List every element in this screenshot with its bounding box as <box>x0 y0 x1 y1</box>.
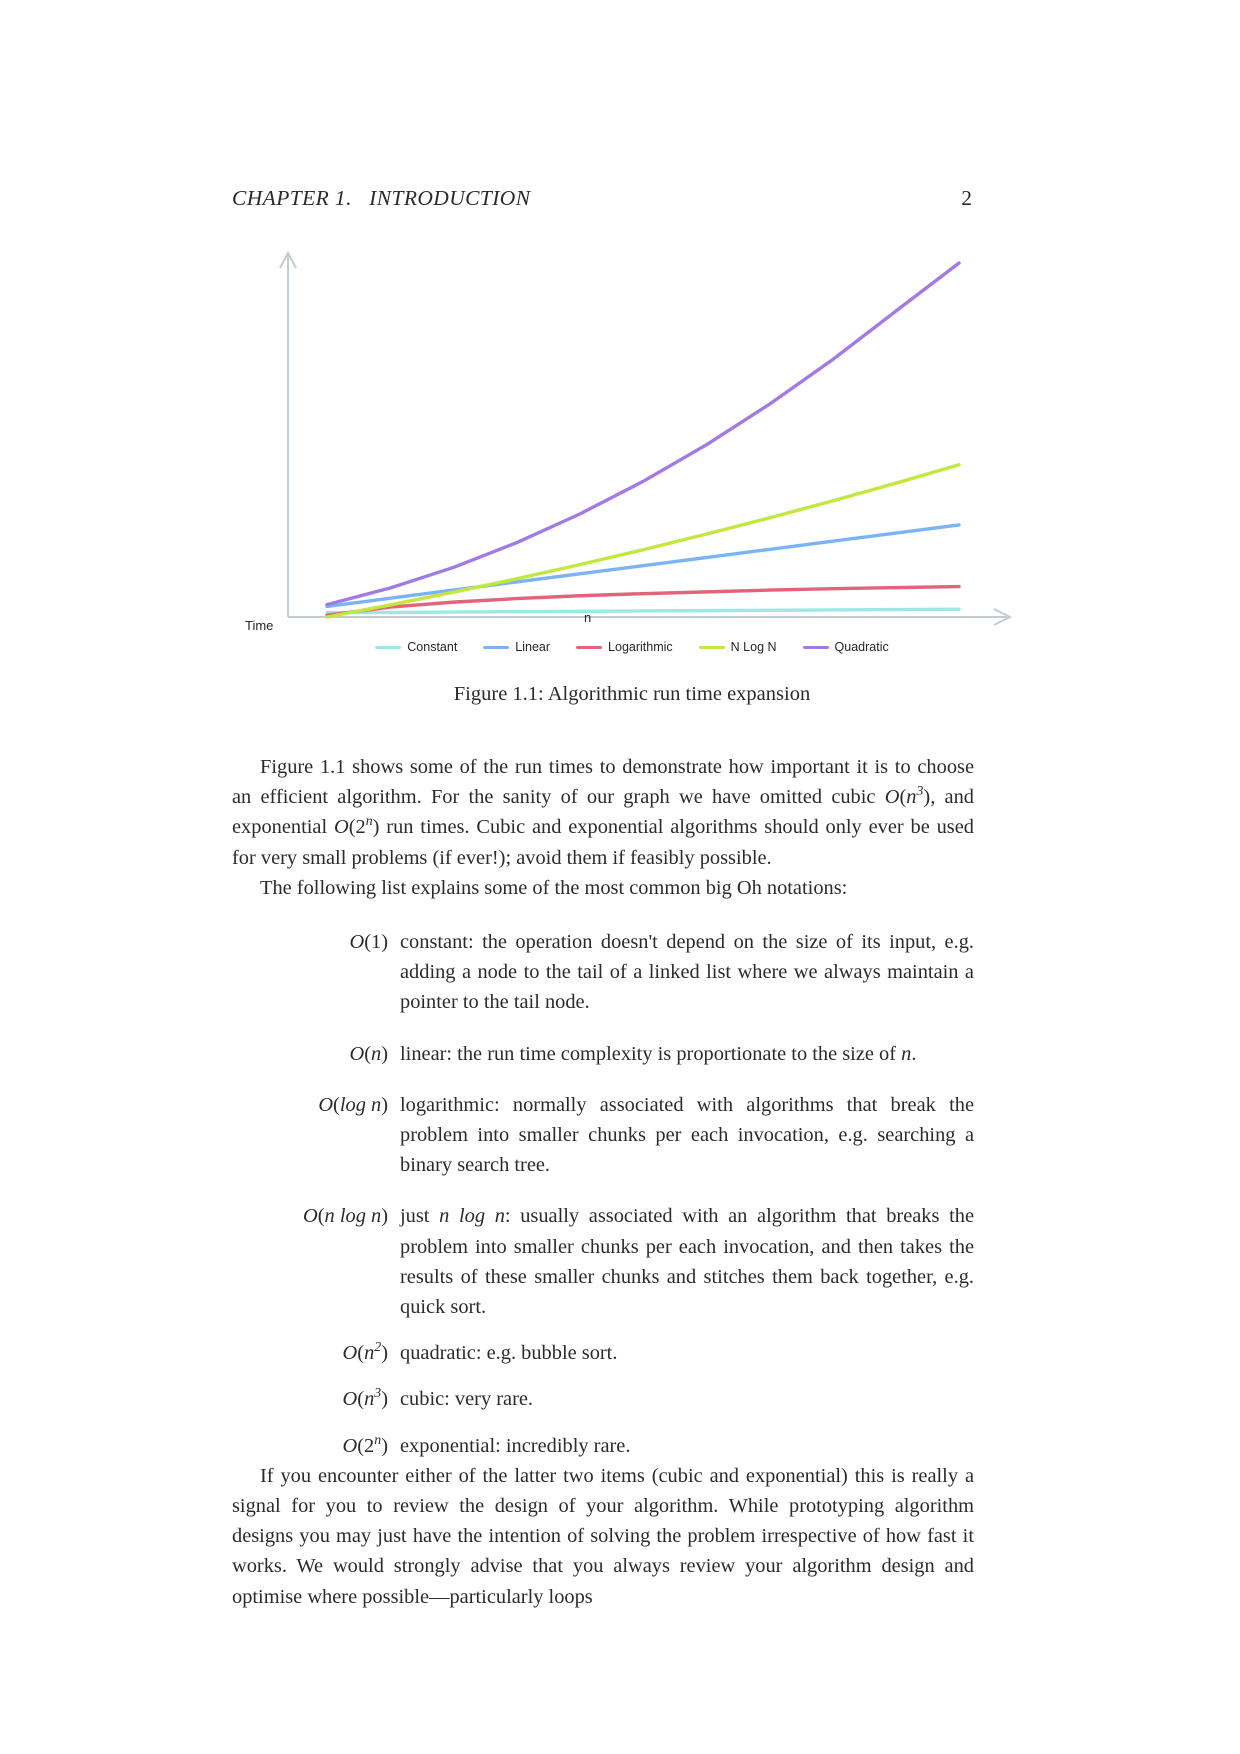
term-close: ) <box>381 1434 388 1457</box>
term-open: ( <box>364 1042 371 1065</box>
term-open: ( <box>357 1388 365 1411</box>
desc-italic: n log n <box>439 1205 505 1228</box>
chart-series-layer <box>327 263 959 617</box>
math-close-1: ) <box>923 786 931 809</box>
term-exp: 3 <box>374 1386 382 1402</box>
definition-term <box>232 1384 400 1414</box>
term-close: ) <box>381 1205 388 1228</box>
y-axis <box>280 253 296 617</box>
x-axis-label: n <box>584 610 592 625</box>
definition-term <box>232 1201 400 1231</box>
math-exp-1: 3 <box>916 784 924 800</box>
term-close: ) <box>381 1093 388 1116</box>
running-head <box>232 186 972 211</box>
list-item <box>232 927 974 1018</box>
term-close: ) <box>381 1042 388 1065</box>
list-item <box>232 1338 974 1368</box>
math-n-1: n <box>906 786 917 809</box>
term-open: ( <box>317 1205 325 1228</box>
legend-swatch-icon <box>375 646 401 649</box>
term-o: O <box>349 1042 365 1065</box>
term-o: O <box>303 1205 318 1228</box>
para1-text-1: Figure 1.1 shows some of the run times to demonstrate how important it is to choose an efficient algorithm. For the sanity of our graph we have omitted cubic <box>232 756 974 809</box>
definition-description <box>400 1039 974 1069</box>
desc-italic: n <box>901 1042 912 1065</box>
term-o: O <box>349 931 365 954</box>
definition-term <box>232 1039 400 1069</box>
series-line-quadratic <box>327 263 959 605</box>
definition-term <box>232 1431 400 1461</box>
legend-item-logarithmic[interactable] <box>576 640 673 654</box>
legend-item-n-log-n[interactable] <box>699 640 777 654</box>
term-o: O <box>342 1342 358 1365</box>
definition-description <box>400 1201 974 1322</box>
legend-item-quadratic[interactable] <box>803 640 889 654</box>
figure-caption: Figure 1.1: Algorithmic run time expansion <box>453 683 811 705</box>
definition-description: constant: the operation doesn't depend on the size of its input, e.g. adding a node to the tail of a linked list where we always maintain a pointer to the tail node. <box>400 931 974 1014</box>
legend-swatch-icon <box>699 646 725 649</box>
term-o: O <box>318 1093 334 1116</box>
page-number: 2 <box>961 186 972 210</box>
definition-description: quadratic: e.g. bubble sort. <box>400 1342 618 1365</box>
math-open-1: ( <box>899 786 907 809</box>
list-item <box>232 1431 974 1461</box>
run-time-chart <box>232 235 1032 655</box>
legend-label: Quadratic <box>834 640 889 654</box>
list-item <box>232 1384 974 1414</box>
math-o-2: O <box>333 816 349 839</box>
legend-swatch-icon <box>483 646 509 649</box>
series-line-constant <box>327 609 959 613</box>
legend-swatch-icon <box>576 646 602 649</box>
paragraph-3: If you encounter either of the latter two items (cubic and exponential) this is really a signal for you to review the design of your algorithm. While prototyping algorithm designs you may just have the intention of solving the problem irrespective of how fast it works. We would strongly advise that you always review your algorithm design and optimise where possible—particularly loops <box>232 1464 974 1608</box>
legend-label: Linear <box>515 640 551 654</box>
legend-label: N Log N <box>730 640 777 654</box>
term-italic: n <box>371 1042 382 1065</box>
term-italic: n <box>364 1388 375 1411</box>
paragraph-1 <box>232 752 974 873</box>
term-o: O <box>342 1434 358 1457</box>
list-item <box>232 1201 974 1322</box>
definition-description: cubic: very rare. <box>400 1388 534 1411</box>
chart-legend <box>232 640 1032 654</box>
big-oh-definition-list <box>232 927 974 1461</box>
term-italic: n <box>364 1342 375 1365</box>
legend-label: Constant <box>407 640 458 654</box>
term-exp: 2 <box>374 1340 382 1356</box>
term-open: (2 <box>357 1434 375 1457</box>
term-exp: n <box>374 1432 382 1448</box>
math-close-2: ) <box>372 816 380 839</box>
para1-text-3: run times. Cubic and exponential algorithms should only ever be used for very small problems (if ever!); avoid them if feasibly possible. <box>232 816 974 869</box>
math-exp-2: n <box>365 814 373 830</box>
term-o: O <box>342 1388 358 1411</box>
desc-post: . <box>911 1042 917 1065</box>
body-text <box>232 752 974 1612</box>
term-italic: n log n <box>324 1205 382 1228</box>
term-open: ( <box>357 1342 365 1365</box>
math-open-2: (2 <box>348 816 366 839</box>
legend-label: Logarithmic <box>608 640 673 654</box>
math-o-1: O <box>884 786 900 809</box>
para1-text-2: , and exponential <box>232 786 974 839</box>
term-close: ) <box>381 1342 388 1365</box>
chart-container <box>232 235 1032 655</box>
term-open: ( <box>333 1093 340 1116</box>
legend-item-linear[interactable] <box>483 640 550 654</box>
legend-swatch-icon <box>803 646 829 649</box>
term-italic: log n <box>339 1093 382 1116</box>
y-axis-label: Time <box>245 618 274 633</box>
paragraph-2: The following list explains some of the most common big Oh notations: <box>260 876 848 899</box>
legend-item-constant[interactable] <box>375 640 457 654</box>
definition-description: logarithmic: normally associated with algorithms that break the problem into smaller chunks per each invocation, e.g. searching a binary search tree. <box>400 1093 974 1177</box>
definition-term <box>232 1338 400 1368</box>
list-item <box>232 1039 974 1069</box>
desc-pre: linear: the run time complexity is proportionate to the size of <box>400 1042 902 1065</box>
list-item <box>232 1090 974 1181</box>
desc-pre: just <box>400 1205 440 1228</box>
definition-term <box>232 1090 400 1120</box>
desc-post: : usually associated with an algorithm that breaks the problem into smaller chunks per each invocation, and then takes the results of these smaller chunks and stitches them back together, e.g. quick sort. <box>400 1205 974 1319</box>
running-head-title: CHAPTER 1. INTRODUCTION <box>232 186 531 210</box>
term-close: ) <box>381 1388 388 1411</box>
definition-description: exponential: incredibly rare. <box>400 1434 631 1457</box>
term-arg: (1) <box>364 931 388 954</box>
figure-1-1 <box>232 235 1032 705</box>
definition-term <box>232 927 400 957</box>
